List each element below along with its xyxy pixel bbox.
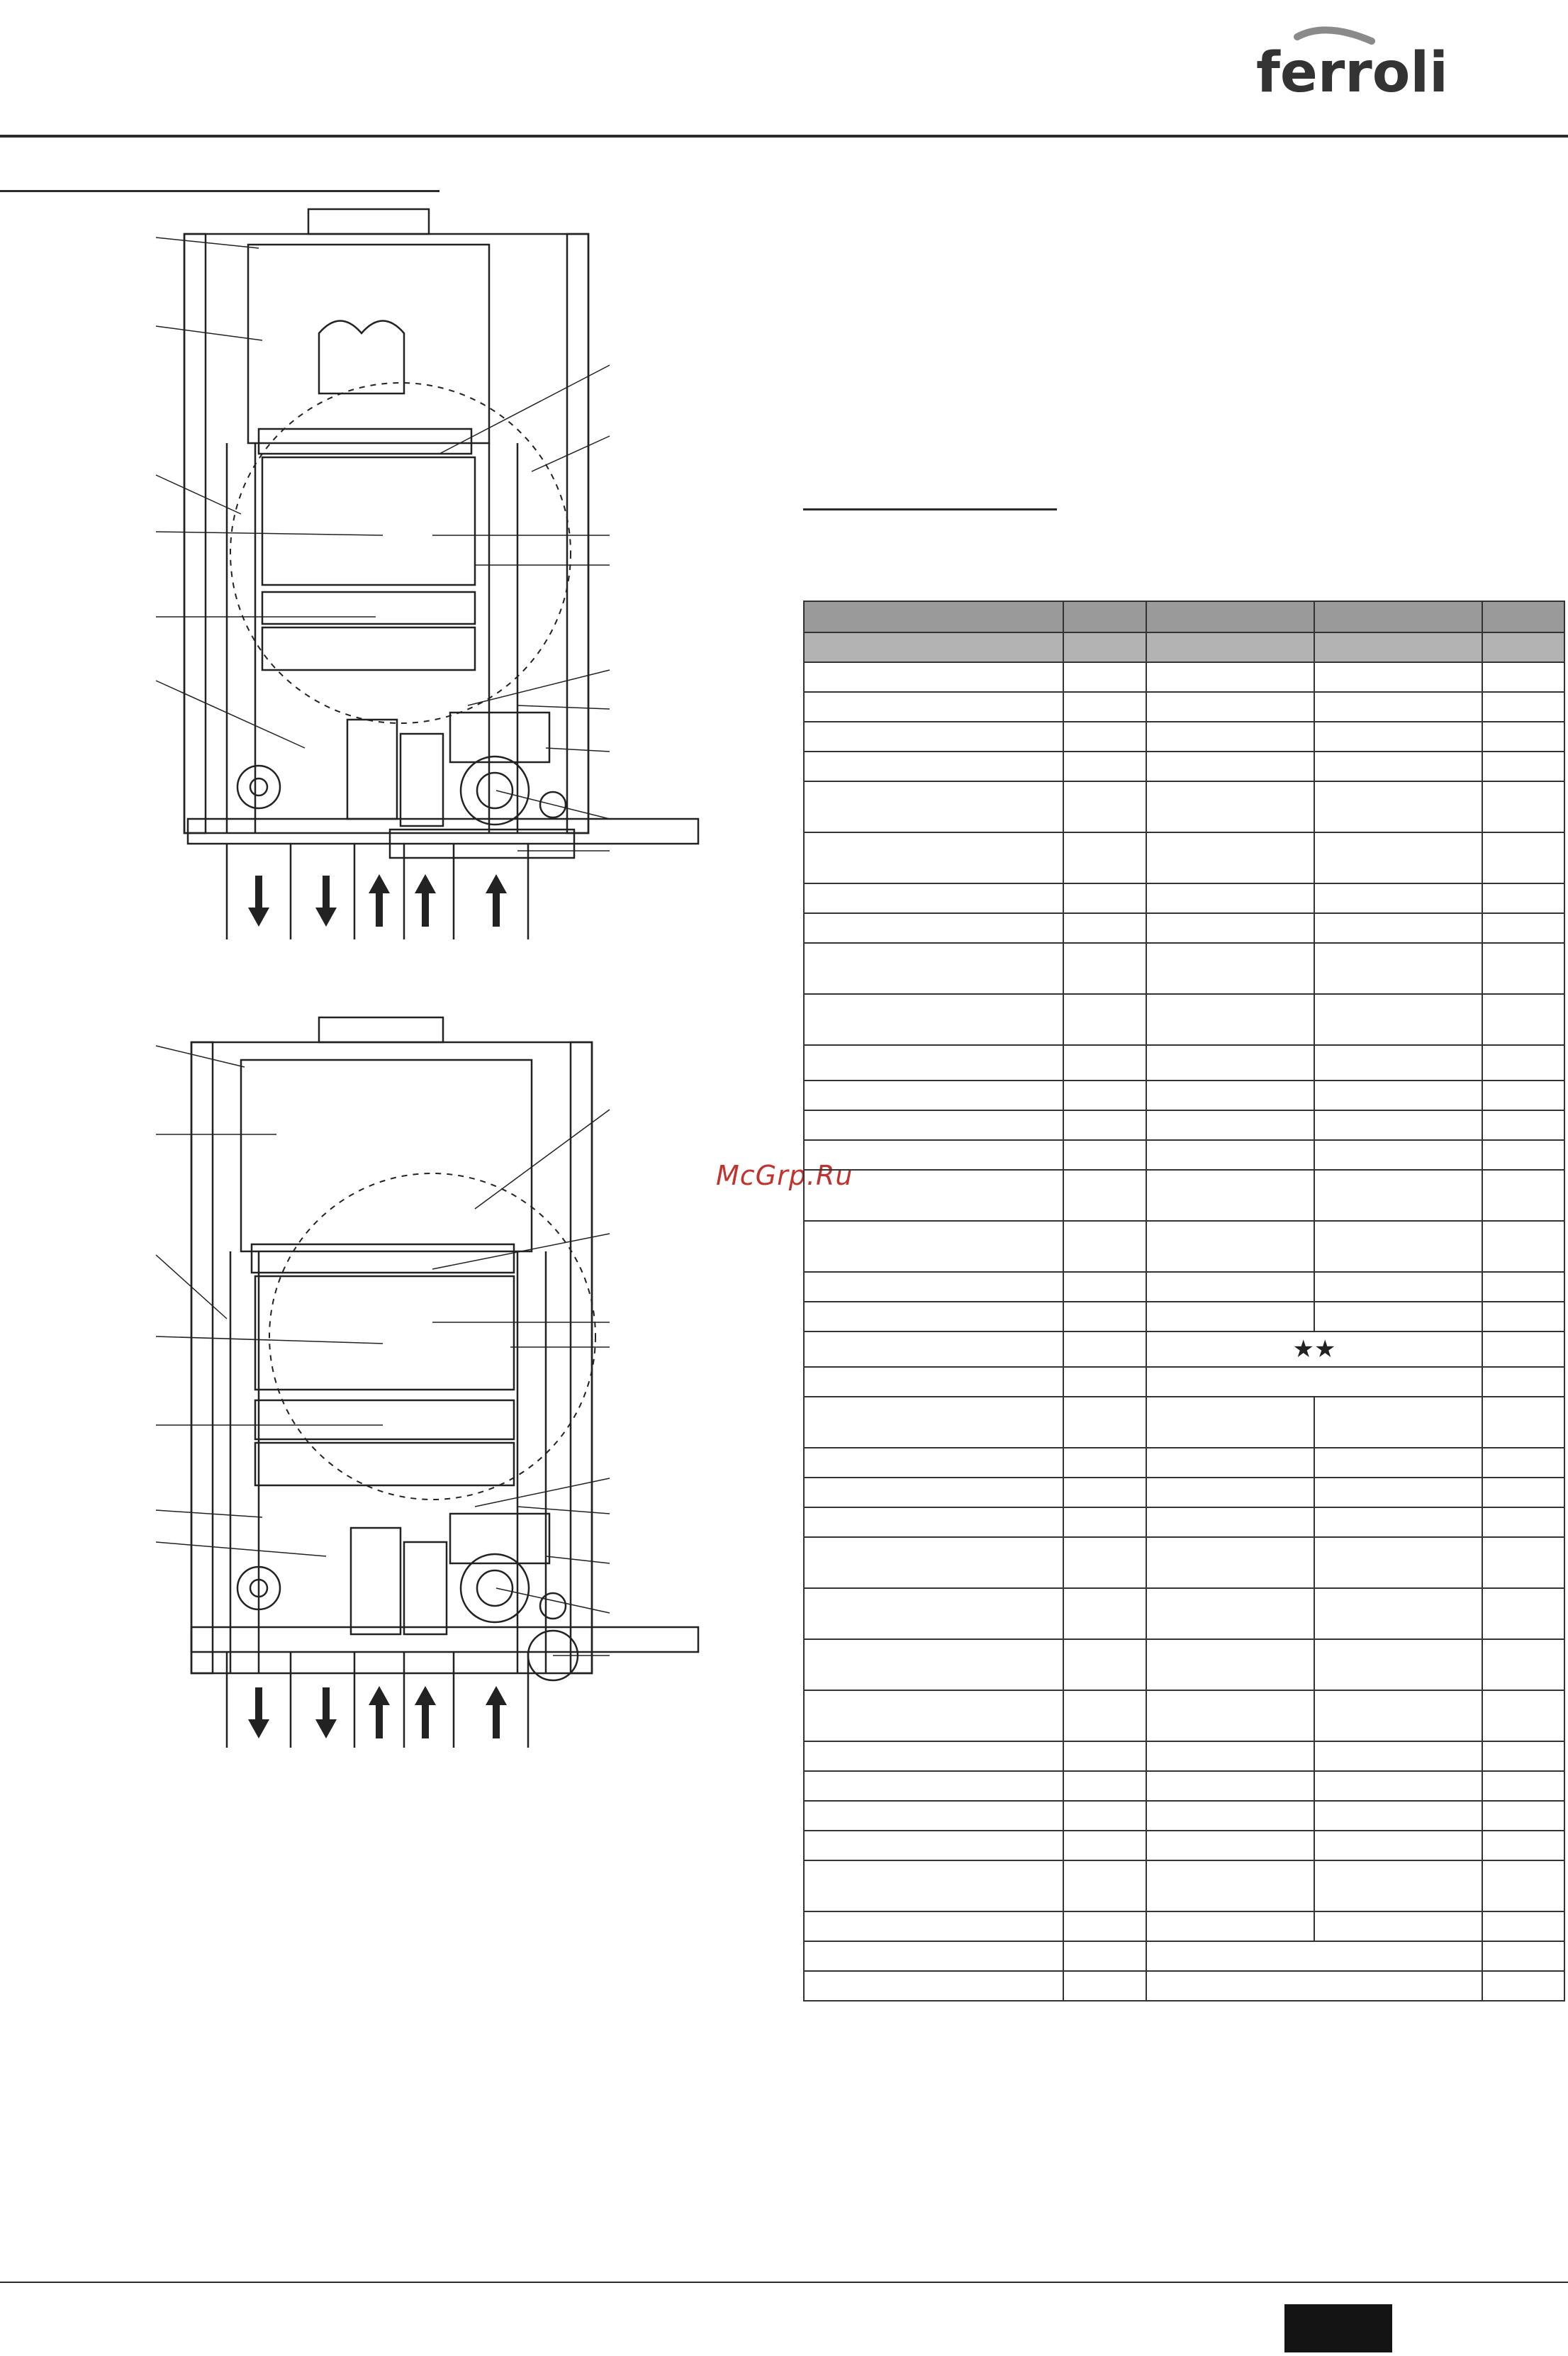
table-cell	[1482, 1801, 1564, 1831]
table-cell	[1146, 1801, 1314, 1831]
table-cell	[804, 662, 1063, 692]
table-cell	[1063, 1110, 1146, 1140]
table-cell	[1146, 1302, 1314, 1331]
table-cell	[804, 632, 1063, 662]
table-cell	[804, 1741, 1063, 1771]
table-cell	[1063, 1221, 1146, 1272]
table-cell	[1314, 1639, 1482, 1690]
table-cell	[804, 943, 1063, 994]
table-cell	[1482, 1741, 1564, 1771]
table-cell	[804, 832, 1063, 883]
table-cell	[804, 1397, 1063, 1448]
table-cell	[1063, 913, 1146, 943]
table-cell	[1063, 943, 1146, 994]
table-cell	[1146, 994, 1314, 1045]
table-cell	[1482, 662, 1564, 692]
table-cell	[804, 883, 1063, 913]
table-cell	[1314, 1140, 1482, 1170]
table-cell	[1146, 1831, 1314, 1860]
table-row	[804, 722, 1564, 752]
table-cell	[1063, 832, 1146, 883]
table-cell	[1063, 722, 1146, 752]
table-cell	[1063, 1170, 1146, 1221]
table-cell	[1146, 1971, 1482, 2001]
table-cell	[1482, 1170, 1564, 1221]
table-cell	[1063, 692, 1146, 722]
table-row	[804, 692, 1564, 722]
table-cell	[1314, 1690, 1482, 1741]
technical-data-table	[803, 601, 1565, 2002]
table-cell	[1146, 1507, 1314, 1537]
table-cell	[1146, 883, 1314, 913]
header-rule	[0, 135, 1568, 138]
table-row	[804, 1941, 1564, 1971]
table-cell	[1482, 1911, 1564, 1941]
table-row	[804, 1221, 1564, 1272]
table-cell	[1146, 1771, 1314, 1801]
table-cell	[804, 1831, 1063, 1860]
table-row	[804, 883, 1564, 913]
table-cell	[1482, 883, 1564, 913]
table-cell	[804, 1140, 1063, 1170]
table-row	[804, 632, 1564, 662]
table-cell	[1482, 1110, 1564, 1140]
table-row	[804, 1448, 1564, 1478]
table-row	[804, 752, 1564, 781]
table-cell	[1146, 1221, 1314, 1272]
table-cell	[1063, 1448, 1146, 1478]
table-cell	[1063, 1045, 1146, 1081]
table-cell	[804, 692, 1063, 722]
table-cell	[1314, 1081, 1482, 1110]
table-row	[804, 1478, 1564, 1507]
table-cell	[1146, 1170, 1314, 1221]
table-cell	[1063, 632, 1146, 662]
table-row	[804, 1690, 1564, 1741]
table-row	[804, 1397, 1564, 1448]
table-cell	[804, 1971, 1063, 2001]
table-cell	[804, 1170, 1063, 1221]
table-cell	[1146, 1367, 1482, 1397]
table-cell	[1063, 781, 1146, 832]
table-cell	[1063, 1741, 1146, 1771]
table-cell	[1482, 913, 1564, 943]
table-cell	[1314, 1110, 1482, 1140]
table-cell	[1063, 994, 1146, 1045]
table-cell	[804, 1860, 1063, 1911]
table-cell	[1314, 1911, 1482, 1941]
table-cell	[1146, 913, 1314, 943]
table-cell	[804, 1110, 1063, 1140]
table-cell	[1063, 1272, 1146, 1302]
table-row	[804, 1045, 1564, 1081]
table-cell	[1482, 601, 1564, 632]
table-cell	[1482, 994, 1564, 1045]
table-cell	[1314, 1302, 1482, 1331]
table-cell	[1314, 1771, 1482, 1801]
table-cell	[1482, 1331, 1564, 1367]
table-cell	[1482, 1081, 1564, 1110]
table-cell	[804, 752, 1063, 781]
table-cell	[1063, 1971, 1146, 2001]
table-row	[804, 1911, 1564, 1941]
table-cell	[804, 994, 1063, 1045]
table-cell	[1063, 1478, 1146, 1507]
table-cell	[804, 1507, 1063, 1537]
table-row	[804, 1367, 1564, 1397]
table-cell	[1063, 1831, 1146, 1860]
table-cell	[1314, 1478, 1482, 1507]
table-cell	[1146, 1478, 1314, 1507]
table-row	[804, 1507, 1564, 1537]
logo-text: ferroli	[1256, 41, 1448, 105]
page-number-tab	[1284, 2304, 1392, 2352]
table-cell	[1146, 1110, 1314, 1140]
table-cell	[1314, 1831, 1482, 1860]
table-row	[804, 781, 1564, 832]
table-cell	[1314, 1537, 1482, 1588]
table-cell	[1146, 832, 1314, 883]
table-cell	[1314, 1860, 1482, 1911]
table-cell	[1063, 1911, 1146, 1941]
table-cell	[1482, 752, 1564, 781]
table-cell	[804, 1081, 1063, 1110]
table-cell	[1482, 1302, 1564, 1331]
table-cell	[1063, 1639, 1146, 1690]
table-cell	[1482, 1971, 1564, 2001]
table-cell	[1063, 1771, 1146, 1801]
table-cell	[804, 1331, 1063, 1367]
table-cell	[1482, 1045, 1564, 1081]
table-row	[804, 601, 1564, 632]
table-cell	[1314, 1588, 1482, 1639]
table-cell	[1482, 832, 1564, 883]
table-cell	[1314, 752, 1482, 781]
table-cell	[1146, 781, 1314, 832]
table-cell	[1482, 1831, 1564, 1860]
table-row	[804, 913, 1564, 943]
table-cell	[1482, 722, 1564, 752]
footer-rule	[0, 2282, 1568, 2283]
table-cell	[1063, 1690, 1146, 1741]
table-cell	[1063, 1397, 1146, 1448]
table-cell	[804, 1045, 1063, 1081]
table-cell	[1482, 1140, 1564, 1170]
table-cell	[1146, 1081, 1314, 1110]
table-cell	[1063, 1507, 1146, 1537]
table-row	[804, 662, 1564, 692]
table-cell	[1482, 781, 1564, 832]
table-row	[804, 943, 1564, 994]
table-row	[804, 1639, 1564, 1690]
table-cell	[1482, 1272, 1564, 1302]
table-cell	[1314, 1397, 1482, 1448]
table-cell	[1146, 943, 1314, 994]
table-cell	[1146, 1588, 1314, 1639]
table-row	[804, 1081, 1564, 1110]
table-cell	[1482, 632, 1564, 662]
table-cell	[804, 1448, 1063, 1478]
table-cell	[1146, 1911, 1314, 1941]
table-row	[804, 1537, 1564, 1588]
table-cell	[1314, 662, 1482, 692]
table-cell	[1146, 752, 1314, 781]
table-cell	[804, 1911, 1063, 1941]
table-cell	[1314, 1741, 1482, 1771]
table-cell	[1063, 1367, 1146, 1397]
table-cell	[804, 1367, 1063, 1397]
table-cell	[1063, 883, 1146, 913]
table-cell	[1146, 1860, 1314, 1911]
table-cell	[1482, 1537, 1564, 1588]
table-cell	[1314, 1448, 1482, 1478]
table-row	[804, 1831, 1564, 1860]
watermark-text: McGrp.Ru	[716, 1160, 853, 1191]
table-cell	[1146, 1272, 1314, 1302]
table-cell	[1063, 1588, 1146, 1639]
table-cell	[804, 1690, 1063, 1741]
table-cell	[1314, 1272, 1482, 1302]
table-cell	[1063, 1860, 1146, 1911]
table-cell	[1314, 913, 1482, 943]
section-rule-right	[803, 508, 1057, 510]
table-cell	[1063, 1302, 1146, 1331]
table-cell	[1314, 994, 1482, 1045]
table-cell	[1482, 1588, 1564, 1639]
table-row	[804, 1170, 1564, 1221]
table-cell	[804, 1537, 1063, 1588]
table-cell	[1482, 1941, 1564, 1971]
table-cell	[1063, 662, 1146, 692]
table-cell	[1314, 692, 1482, 722]
table-cell	[1146, 1741, 1314, 1771]
table-row	[804, 1860, 1564, 1911]
table-cell	[1482, 1639, 1564, 1690]
table-cell	[804, 1801, 1063, 1831]
table-cell	[1314, 722, 1482, 752]
table-cell	[1063, 1331, 1146, 1367]
table-cell	[1314, 1170, 1482, 1221]
boiler-diagram-top	[121, 209, 617, 947]
table-cell	[1146, 601, 1314, 632]
table-cell	[1482, 1448, 1564, 1478]
table-cell	[1063, 1140, 1146, 1170]
table-cell	[1146, 1537, 1314, 1588]
table-cell	[804, 1639, 1063, 1690]
table-row	[804, 1801, 1564, 1831]
table-cell	[1482, 1478, 1564, 1507]
table-cell	[804, 1478, 1063, 1507]
table-row	[804, 1140, 1564, 1170]
table-cell	[1482, 1397, 1564, 1448]
table-cell	[1146, 1140, 1314, 1170]
table-cell	[1146, 1448, 1314, 1478]
table-cell	[804, 1272, 1063, 1302]
table-cell	[1146, 1639, 1314, 1690]
table-cell	[1314, 1801, 1482, 1831]
table-cell	[1314, 832, 1482, 883]
table-row	[804, 1741, 1564, 1771]
table-cell	[1063, 601, 1146, 632]
table-cell	[1314, 943, 1482, 994]
table-cell	[1146, 662, 1314, 692]
table-cell	[1482, 1507, 1564, 1537]
table-cell	[1482, 1367, 1564, 1397]
table-cell	[1482, 692, 1564, 722]
table-row	[804, 1971, 1564, 2001]
table-cell	[804, 1221, 1063, 1272]
table-cell	[1063, 752, 1146, 781]
table-cell	[1146, 692, 1314, 722]
table-cell	[804, 1302, 1063, 1331]
table-cell	[1146, 722, 1314, 752]
table-cell	[1482, 943, 1564, 994]
table-cell	[1314, 601, 1482, 632]
table-cell	[1146, 632, 1314, 662]
table-cell	[1482, 1690, 1564, 1741]
table-cell	[804, 913, 1063, 943]
table-cell	[1314, 883, 1482, 913]
table-cell	[1146, 1690, 1314, 1741]
table-cell	[1482, 1860, 1564, 1911]
table-cell	[1146, 1397, 1314, 1448]
table-cell	[804, 1941, 1063, 1971]
boiler-diagram-bottom	[121, 1017, 617, 1755]
table-row	[804, 1331, 1564, 1367]
table-cell	[1482, 1771, 1564, 1801]
table-cell	[804, 1771, 1063, 1801]
table-cell	[804, 722, 1063, 752]
table-cell	[1146, 1941, 1482, 1971]
table-cell	[1482, 1221, 1564, 1272]
table-row	[804, 1588, 1564, 1639]
technical-data-table-body	[804, 601, 1564, 2001]
table-row	[804, 1272, 1564, 1302]
table-cell	[804, 601, 1063, 632]
table-cell	[1063, 1801, 1146, 1831]
table-cell	[1063, 1537, 1146, 1588]
table-cell	[1063, 1941, 1146, 1971]
table-row	[804, 1771, 1564, 1801]
table-cell	[1314, 632, 1482, 662]
table-cell	[1314, 1221, 1482, 1272]
table-cell	[804, 1588, 1063, 1639]
table-row	[804, 832, 1564, 883]
table-cell	[1314, 781, 1482, 832]
table-row	[804, 994, 1564, 1045]
table-row	[804, 1110, 1564, 1140]
table-cell	[804, 781, 1063, 832]
table-row	[804, 1302, 1564, 1331]
table-cell	[1063, 1081, 1146, 1110]
section-rule-left	[0, 190, 439, 192]
ferroli-logo	[1248, 17, 1448, 109]
table-cell	[1314, 1507, 1482, 1537]
table-cell: ★★	[1146, 1331, 1482, 1367]
table-cell	[1314, 1045, 1482, 1081]
table-cell	[1146, 1045, 1314, 1081]
